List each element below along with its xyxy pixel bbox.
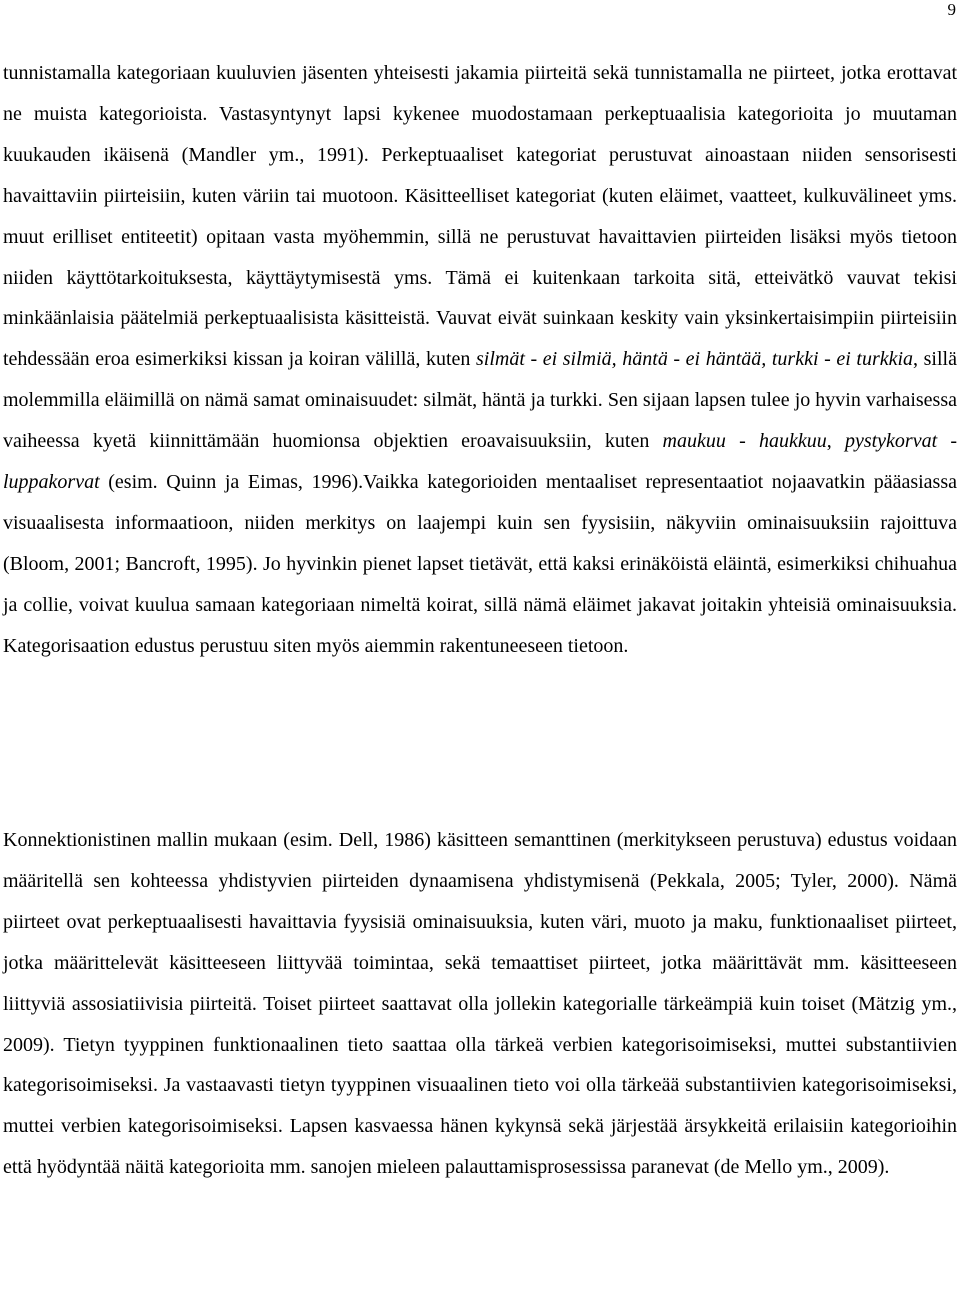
text-segment: Konnektionistinen mallin mukaan (esim. Dell, 1986) käsitteen semanttinen (merkitykseen perustuva) edustus voidaan määritellä sen kohteessa yhdistyvien piirteiden dynaamisena yhdistymisenä (Pekkala, 2005; Tyler, 2000). Nämä piirteet ovat perkeptuaalisesti havaittavia fyysisiä ominaisuuksia, kuten väri, muoto ja maku, funktionaaliset piirteet, jotka määrittelevät käsitteeseen liittyvää toimintaa, sekä temaattiset piirteet, jotka määrittävät mm. käsitteeseen liittyviä assosiatiivisia piirteitä. Toiset piirteet saattavat olla jollekin kategorialle tärkeämpiä kuin toiset (Mätzig ym., 2009). Tietyn tyyppinen funktionaalinen tieto saattaa olla tärkeä verbien kategorisoimiseksi, muttei substantiivien kategorisoimiseksi. Ja vastaavasti tietyn tyyppinen visuaalinen tieto voi olla tärkeää substantiivien kategorisoimiseksi, muttei verbien kategorisoimiseksi. Lapsen kasvaessa hänen kykynsä sekä järjestää ärsykkeitä erilaisiin kategorioihin että hyödyntää näitä kategorioita mm. sanojen mieleen palauttamisprosessissa paranevat (de Mello ym., 2009). [3, 829, 957, 1179]
text-segment: tunnistamalla kategoriaan kuuluvien jäsenten yhteisesti jakamia piirteitä sekä tunnistamalla ne piirteet, jotka erottavat ne muista kategorioista. Vastasyntynyt lapsi kykenee muodostamaan perkeptuaalisia kategorioita jo muutaman kuukauden ikäisenä (Mandler ym., 1991). Perkeptuaaliset kategoriat perustuvat ainoastaan niiden sensorisesti havaittaviin piirteisiin, kuten väriin tai muotoon. Käsitteelliset kategoriat (kuten eläimet, vaatteet, kulkuvälineet yms. muut erilliset entiteetit) opitaan vasta myöhemmin, sillä ne perustuvat havaittavien piirteiden lisäksi myös tietoon niiden käyttötarkoituksesta, käyttäytymisestä yms. Tämä ei kuitenkaan tarkoita sitä, etteivätkö vauvat tekisi minkäänlaisia päätelmiä perkeptuaalisista käsitteistä. Vauvat eivät suinkaan keskity vain yksinkertaisimpiin piirteisiin tehdessään eroa esimerkiksi kissan ja koiran välillä, kuten [3, 62, 957, 371]
page-number: 9 [947, 0, 956, 19]
italic-example-segment: silmät - ei silmiä, häntä - ei häntää, turkki - ei turkkia [475, 348, 914, 371]
italic-example-segment: pystykorvat [844, 430, 938, 453]
italic-example-segment: haukkuu [758, 430, 827, 453]
text-segment: - [937, 430, 957, 453]
text-segment: , [826, 430, 845, 453]
text-segment: , sillä molemmilla eläimillä on nämä samat ominaisuudet: silmät, häntä ja turkki. Sen sijaan lapsen tulee jo hyvin varhaisessa vaiheessa kyetä kiinnittämään huomionsa objektien eroavaisuuksiin, kuten [3, 348, 957, 453]
paragraph-2 [3, 820, 957, 1188]
text-segment: - [725, 430, 759, 453]
italic-example-segment: luppakorvat [3, 471, 100, 494]
paragraph-1 [3, 53, 957, 667]
text-segment: (esim. Quinn ja Eimas, 1996).Vaikka kategorioiden mentaaliset representaatiot nojaavatkin pääasiassa visuaalisesta informaatioon, niiden merkitys on laajempi kuin sen fyysisiin, näkyviin ominaisuuksiin rajoittuva (Bloom, 2001; Bancroft, 1995). Jo hyvinkin pienet lapset tietävät, että kaksi erinäköistä eläintä, esimerkiksi chihuahua ja collie, voivat kuulua samaan kategoriaan nimeltä koirat, sillä nämä eläimet jakavat joitakin yhteisiä ominaisuuksia. Kategorisaation edustus perustuu siten myös aiemmin rakentuneeseen tietoon. [3, 471, 957, 657]
italic-example-segment: maukuu [662, 430, 726, 453]
